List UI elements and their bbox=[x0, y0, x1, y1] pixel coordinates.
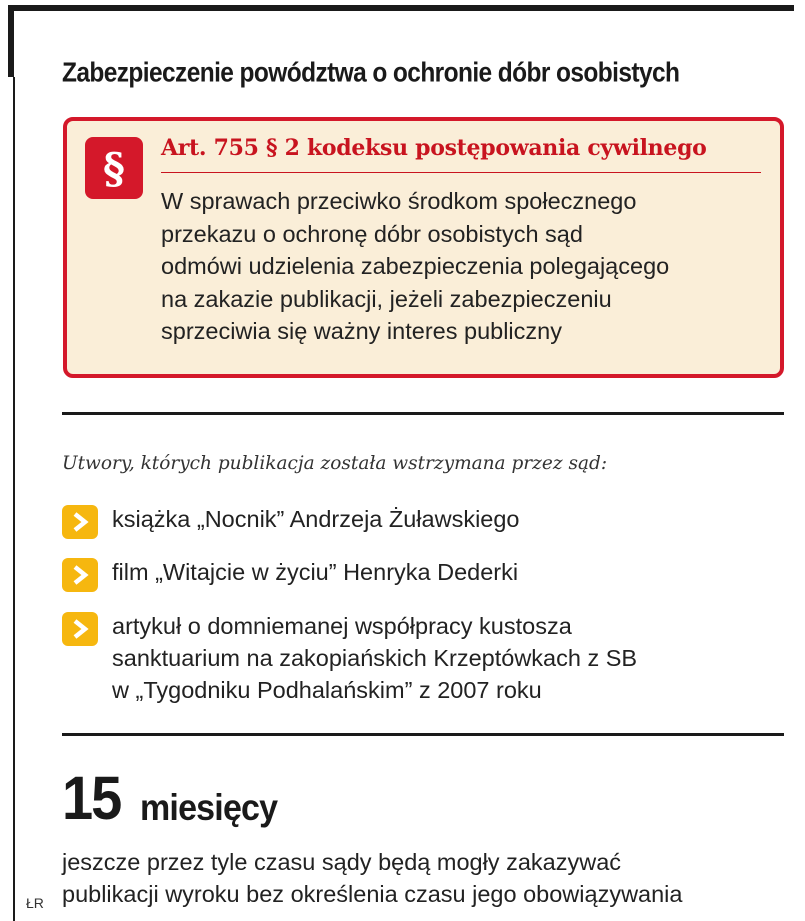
list-item-line: sanktuarium na zakopiańskich Krzeptówkach z SB bbox=[112, 645, 638, 671]
list-item-line: książka „Nocnik” Andrzeja Żuławskiego bbox=[112, 506, 520, 532]
article-text-line: sprzeciwia się ważny interes publiczny bbox=[161, 318, 562, 344]
list-item-text bbox=[112, 503, 792, 535]
list-item-line: artykuł o domniemanej współpracy kustosza bbox=[112, 613, 572, 639]
stat-description-line: jeszcze przez tyle czasu sądy będą mogły zakazywać bbox=[62, 849, 622, 875]
article-text-line: W sprawach przeciwko środkom społecznego bbox=[161, 188, 637, 214]
list-item-text bbox=[112, 610, 792, 706]
divider bbox=[62, 733, 784, 736]
stat-number: 15 bbox=[62, 763, 121, 833]
article-text-line: odmówi udzielenia zabezpieczenia polegającego bbox=[161, 253, 670, 279]
stat-description-line: publikacji wyroku bez określenia czasu jego obowiązywania bbox=[62, 881, 683, 907]
article-text-line: na zakazie publikacji, jeżeli zabezpieczeniu bbox=[161, 285, 612, 312]
article-title: Art. 755 § 2 kodeksu postępowania cywilnego bbox=[161, 135, 707, 161]
stat-unit: miesięcy bbox=[140, 787, 278, 829]
list-item-line: w „Tygodniku Podhalańskim” z 2007 roku bbox=[112, 677, 542, 703]
chevron-right-icon bbox=[62, 612, 98, 646]
stat-description bbox=[62, 846, 792, 910]
article-title-underline bbox=[161, 172, 761, 173]
frame-left-line bbox=[13, 77, 15, 921]
author-credit: ŁR bbox=[26, 895, 44, 911]
article-text bbox=[161, 185, 771, 348]
list-item-text bbox=[112, 556, 792, 588]
divider bbox=[62, 412, 784, 415]
list-item-line: film „Witajcie w życiu” Henryka Dederki bbox=[112, 559, 519, 585]
frame-top-bar bbox=[8, 5, 794, 11]
works-heading: Utwory, których publikacja została wstrzymana przez sąd: bbox=[62, 453, 608, 474]
article-text-line: przekazu o ochronę dóbr osobistych sąd bbox=[161, 220, 583, 247]
page-title: Zabezpieczenie powództwa o ochronie dóbr osobistych bbox=[62, 58, 680, 89]
chevron-right-icon bbox=[62, 505, 98, 539]
paragraph-icon: § bbox=[85, 137, 143, 199]
frame-left-bar bbox=[8, 5, 14, 77]
chevron-right-icon bbox=[62, 558, 98, 592]
article-box bbox=[63, 117, 784, 378]
